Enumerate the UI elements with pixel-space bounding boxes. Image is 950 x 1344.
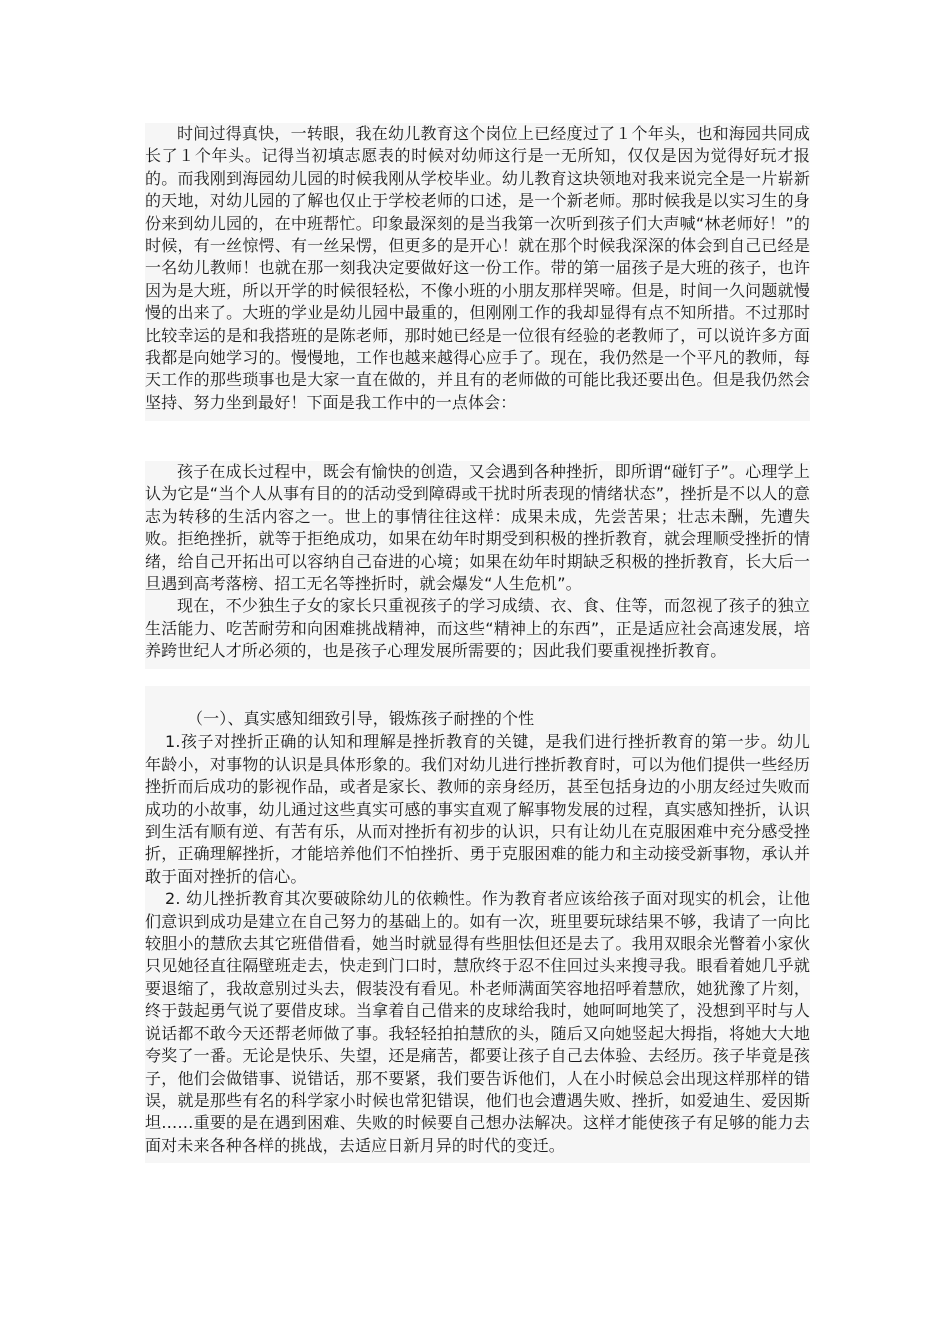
- frustration-section: [145, 461, 810, 669]
- section-1: [145, 686, 810, 1163]
- section-item-2: [145, 888, 810, 1157]
- section-item-1: [145, 731, 810, 888]
- item-2-text: 2. 幼儿挫折教育其次要破除幼儿的依赖性。作为教育者应该给孩子面对现实的机会，让他们意识到成功是建立在自己努力的基础上的。如有一次，班里要玩球结果不够，我请了一向比较胆小的慧欣去其它班借借看，她当时就显得有些胆怯但还是去了。我用双眼余光瞥着小家伙只见她径直往隔壁班走去，快走到门口时，慧欣终于忍不住回过头来搜寻我。眼看着她几乎就要退缩了，我故意别过头去，假装没有看见。朴老师满面笑容地招呼着慧欣，她犹豫了片刻，终于鼓起勇气说了要借皮球。当拿着自己借来的皮球给我时，她呵呵地笑了，没想到平时与人说话都不敢今天还帮老师做了事。我轻轻拍拍慧欣的头，随后又向她竖起大拇指，将她大大地夸奖了一番。无论是快乐、失望，还是痛苦，都要让孩子自己去体验、去经历。孩子毕竟是孩子，他们会做错事、说错话，那不要紧，我们要告诉他们，人在小时候总会出现这样那样的错误，就是那些有名的科学家小时候也常犯错误，他们也会遭遇失败、挫折，如爱迪生、爱因斯坦……重要的是在遇到困难、失败的时候要自己想办法解决。这样才能使孩子有足够的能力去面对未来各种各样的挑战，去适应日新月异的时代的变迁。: [145, 889, 810, 1155]
- item-1-text: 1.孩子对挫折正确的认知和理解是挫折教育的关键，是我们进行挫折教育的第一步。幼儿年龄小，对事物的认识是具体形象的。我们对幼儿进行挫折教育时，可以为他们提供一些经历挫折而后成功的影视作品，或者是家长、教师的亲身经历，甚至包括身边的小朋友经过失败而成功的小故事，幼儿通过这些真实可感的事实直观了解事物发展的过程，真实感知挫折，认识到生活有顺有逆、有苦有乐，从而对挫折有初步的认识，只有让幼儿在克服困难中充分感受挫折，正确理解挫折，才能培养他们不怕挫折、勇于克服困难的能力和主动接受新事物，承认并敢于面对挫折的信心。: [145, 732, 810, 886]
- section-heading: （一）、真实感知细致引导，锻炼孩子耐挫的个性: [187, 709, 535, 728]
- frustration-paragraph-2: 现在，不少独生子女的家长只重视孩子的学习成绩、衣、食、住等，而忽视了孩子的独立生活能力、吃苦耐劳和向困难挑战精神，而这些“精神上的东西”，正是适应社会高速发展，培养跨世纪人才所必须的，也是孩子心理发展所需要的；因此我们要重视挫折教育。: [145, 596, 810, 661]
- intro-paragraph: 时间过得真快，一转眼，我在幼儿教育这个岗位上已经度过了１个年头，也和海园共同成长了１个年头。记得当初填志愿表的时候对幼师这行是一无所知，仅仅是因为觉得好玩才报的。而我刚到海园幼儿园的时候我刚从学校毕业。幼儿教育这块领地对我来说完全是一片崭新的天地，对幼儿园的了解也仅止于学校老师的口述，是一个新老师。那时候我是以实习生的身份来到幼儿园的，在中班帮忙。印象最深刻的是当我第一次听到孩子们大声喊“林老师好！”的时候，有一丝惊愕、有一丝呆愣，但更多的是开心！就在那个时候我深深的体会到自己已经是一名幼儿教师！也就在那一刻我决定要做好这一份工作。带的第一届孩子是大班的孩子，也许因为是大班，所以开学的时候很轻松，不像小班的小朋友那样哭啼。但是，时间一久问题就慢慢的出来了。大班的学业是幼儿园中最重的，但刚刚工作的我却显得有点不知所措。不过那时比较幸运的是和我搭班的是陈老师，那时她已经是一位很有经验的老教师了，可以说许多方面我都是向她学习的。慢慢地，工作也越来越得心应手了。现在，我仍然是一个平凡的教师，每天工作的那些琐事也是大家一直在做的，并且有的老师做的可能比我还要出色。但是我仍然会坚持、努力坐到最好！下面是我工作中的一点体会：: [145, 124, 810, 412]
- intro-section: [145, 123, 810, 421]
- frustration-paragraph-1: 孩子在成长过程中，既会有愉快的创造，又会遇到各种挫折，即所谓“碰钉子”。心理学上认为它是“当个人从事有目的的活动受到障碍或干扰时所表现的情绪状态”，挫折是不以人的意志为转移的生活内容之一。世上的事情往往这样：成果未成，先尝苦果；壮志未酬，先遭失败。拒绝挫折，就等于拒绝成功，如果在幼年时期受到积极的挫折教育，就会理顺受挫折的情绪，给自己开拓出可以容纳自己奋进的心境；如果在幼年时期缺乏积极的挫折教育，长大后一旦遇到高考落榜、招工无名等挫折时，就会爆发“人生危机”。: [145, 462, 810, 594]
